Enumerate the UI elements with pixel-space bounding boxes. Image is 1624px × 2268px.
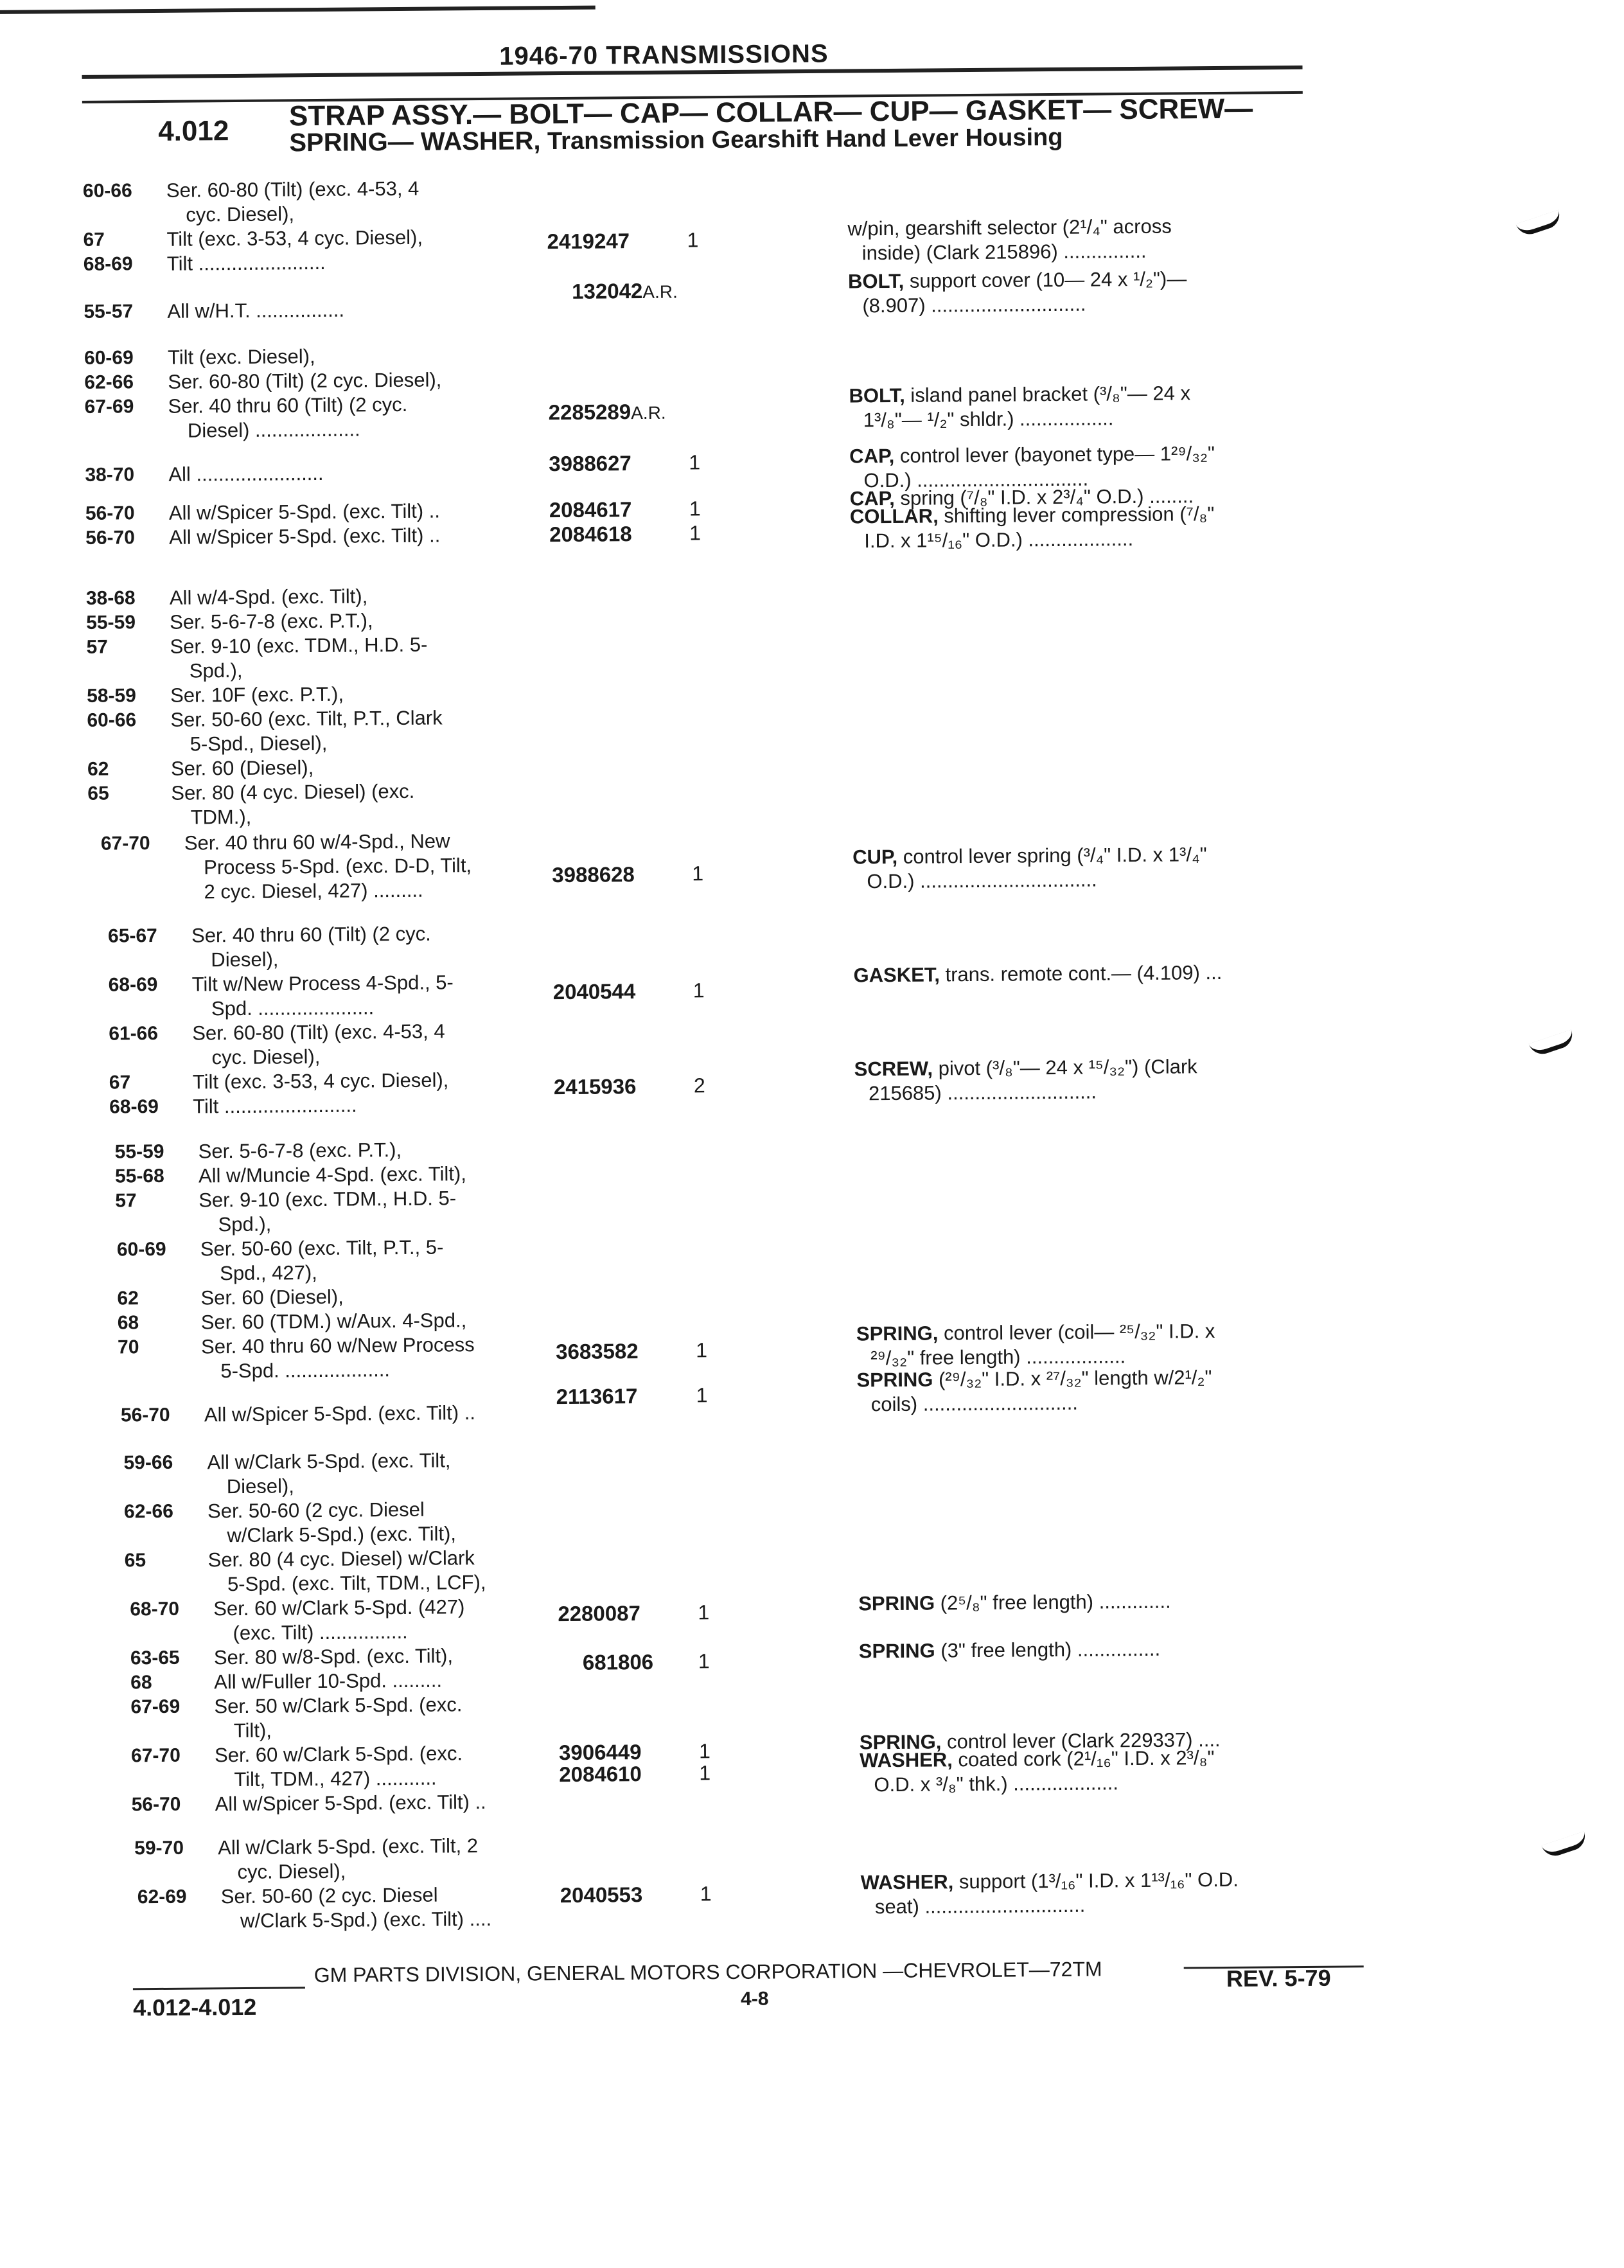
application-text: Diesel), <box>211 948 279 971</box>
application-text: Tilt), <box>233 1719 272 1742</box>
part-number: 2084617 <box>549 497 632 522</box>
model-years: 67-70 <box>130 1744 181 1767</box>
model-years: 38-68 <box>85 587 136 609</box>
application-text: TDM.), <box>190 805 252 829</box>
model-years: 38-70 <box>85 464 135 486</box>
model-years: 56-70 <box>131 1793 181 1816</box>
model-years: 55-59 <box>86 612 136 633</box>
application-text: Tilt ....................... <box>166 251 326 275</box>
part-name: BOLT, <box>847 269 905 293</box>
page-range: 4.012-4.012 <box>132 1993 257 2021</box>
model-years: 63-65 <box>130 1647 180 1669</box>
part-name: SPRING, <box>856 1322 939 1345</box>
part-spec: control lever (bayonet type— 1²⁹/₃₂" <box>894 442 1215 467</box>
top-rule <box>0 6 596 14</box>
quantity: 1 <box>693 979 705 1002</box>
part-number: 3906449 <box>558 1740 642 1765</box>
quantity: 1 <box>692 862 704 885</box>
part-number: 2419247 <box>547 229 630 254</box>
as-required-suffix: A.R. <box>642 281 678 303</box>
part-spec-continued: O.D. x ³/₈" thk.) ................... <box>874 1771 1118 1796</box>
part-number: 3683582 <box>556 1339 639 1364</box>
model-years: 60-69 <box>116 1238 166 1261</box>
application-text: All w/Spicer 5-Spd. (exc. Tilt) .. <box>204 1401 476 1426</box>
revision: REV. 5-79 <box>1226 1964 1331 1992</box>
model-years: 55-57 <box>84 301 134 323</box>
part-spec: shifting lever compression (⁷/₈" <box>938 502 1215 527</box>
application-text: Ser. 60 w/Clark 5-Spd. (exc. <box>214 1742 463 1767</box>
application-text: Tilt w/New Process 4-Spd., 5- <box>191 971 454 996</box>
application-text: All w/4-Spd. (exc. Tilt), <box>169 585 368 609</box>
application-text: Ser. 50 w/Clark 5-Spd. (exc. <box>214 1693 463 1718</box>
model-years: 58-59 <box>86 685 136 707</box>
application-text: Ser. 40 thru 60 w/4-Spd., New <box>184 829 450 855</box>
application-text: Process 5-Spd. (exc. D-D, Tilt, <box>204 854 472 879</box>
application-text: Ser. 60 (Diesel), <box>200 1285 344 1309</box>
model-years: 60-69 <box>84 347 134 369</box>
application-text: cyc. Diesel), <box>186 202 295 226</box>
application-text: (exc. Tilt) ................ <box>233 1620 408 1645</box>
application-text: cyc. Diesel), <box>211 1045 321 1069</box>
quantity: 1 <box>696 1338 708 1362</box>
footer-rule-left <box>133 1987 305 1990</box>
application-text: Diesel), <box>226 1475 295 1498</box>
application-text: Tilt (exc. Diesel), <box>167 345 315 369</box>
application-text: Ser. 60 w/Clark 5-Spd. (427) <box>213 1595 465 1620</box>
application-text: Ser. 40 thru 60 w/New Process <box>200 1333 475 1358</box>
part-spec: (²⁹/₃₂" I.D. x ²⁷/₃₂" length w/2¹/₂" <box>933 1366 1212 1391</box>
part-number: 2415936 <box>553 1074 637 1099</box>
part-spec-continued: ²⁹/₃₂" free length) .................. <box>870 1345 1126 1370</box>
application-text: Ser. 60 (TDM.) w/Aux. 4-Spd., <box>200 1309 467 1334</box>
quantity: 1 <box>687 228 699 252</box>
group-title-line2 <box>289 123 1063 157</box>
part-spec: island panel bracket (³/₈"— 24 x <box>905 382 1191 407</box>
application-text: Diesel) ................... <box>187 418 360 442</box>
part-number: 3988627 <box>549 451 631 476</box>
part-number: 681806 <box>582 1649 654 1674</box>
part-spec-continued: coils) ............................ <box>870 1391 1079 1416</box>
part-name: SCREW, <box>854 1057 933 1081</box>
part-number: 3988628 <box>552 862 635 887</box>
group-title-line1: STRAP ASSY.— BOLT— CAP— COLLAR— CUP— GASKET— SCREW— <box>288 93 1253 132</box>
model-years: 62-66 <box>84 371 134 393</box>
model-years: 57 <box>115 1190 137 1212</box>
model-years: 62 <box>87 758 109 780</box>
part-description <box>858 1590 1171 1617</box>
application-text: All w/Clark 5-Spd. (exc. Tilt, <box>207 1449 451 1474</box>
part-name: SPRING <box>856 1368 933 1392</box>
model-years: 59-70 <box>134 1837 184 1859</box>
model-years: 65-67 <box>107 925 157 947</box>
application-text: All w/Spicer 5-Spd. (exc. Tilt) .. <box>215 1790 486 1816</box>
part-name: CAP, <box>849 486 895 510</box>
model-years: 67-69 <box>130 1696 181 1718</box>
application-text: Ser. 40 thru 60 (Tilt) (2 cyc. <box>191 922 431 947</box>
model-years: 62 <box>117 1288 139 1309</box>
model-years: 56-70 <box>120 1404 170 1426</box>
part-name: SPRING <box>858 1591 935 1615</box>
part-description <box>850 502 1215 553</box>
application-text: w/Clark 5-Spd.) (exc. Tilt), <box>227 1522 457 1547</box>
application-text: All w/Muncie 4-Spd. (exc. Tilt), <box>198 1162 467 1187</box>
part-description <box>856 1319 1215 1370</box>
part-name: CUP, <box>852 845 898 869</box>
part-spec: control lever spring (³/₄" I.D. x 1³/₄" <box>897 843 1207 868</box>
part-spec: spring (⁷/₈" I.D. x 2³/₄" O.D.) ........ <box>894 484 1194 509</box>
application-text: Tilt, TDM., 427) ........... <box>234 1766 437 1791</box>
part-number: 2113617 <box>556 1384 638 1409</box>
model-years: 62-66 <box>123 1500 173 1523</box>
application-text: All w/Spicer 5-Spd. (exc. Tilt) .. <box>169 524 441 549</box>
application-text: Spd.), <box>189 659 243 682</box>
application-text: All w/Clark 5-Spd. (exc. Tilt, 2 <box>218 1834 479 1859</box>
application-text: Ser. 9-10 (exc. TDM., H.D. 5- <box>199 1187 457 1212</box>
application-text: Ser. 50-60 (2 cyc. Diesel <box>207 1498 425 1523</box>
application-text: Ser. 60-80 (Tilt) (exc. 4-53, 4 <box>166 177 419 202</box>
quantity: 1 <box>696 1383 708 1407</box>
application-text: Ser. 50-60 (2 cyc. Diesel <box>220 1883 438 1908</box>
part-spec-continued: O.D.) ............................... <box>863 467 1089 492</box>
application-text: Ser. 5-6-7-8 (exc. P.T.), <box>198 1138 402 1163</box>
application-text: Tilt ........................ <box>193 1094 357 1118</box>
part-number: 2285289A.R. <box>548 400 666 425</box>
part-description <box>860 1746 1215 1797</box>
application-text: Ser. 80 w/8-Spd. (exc. Tilt), <box>213 1644 454 1669</box>
part-spec: support cover (10— 24 x ¹/₂")— <box>904 267 1187 292</box>
application-text: All w/Spicer 5-Spd. (exc. Tilt) .. <box>168 499 441 524</box>
part-spec: pivot (³/₈"— 24 x ¹⁵/₃₂") (Clark <box>932 1055 1197 1080</box>
part-name: CAP, <box>849 444 895 468</box>
part-number: 2040553 <box>560 1883 643 1908</box>
application-text: Ser. 50-60 (exc. Tilt, P.T., Clark <box>170 706 443 731</box>
part-name: WASHER, <box>860 1870 954 1894</box>
part-name: GASKET, <box>853 963 940 987</box>
part-name: WASHER, <box>860 1748 953 1772</box>
group-title-line2-bold: SPRING— WASHER, <box>289 127 541 157</box>
as-required-suffix: A.R. <box>631 402 666 423</box>
application-text: All w/H.T. ................ <box>167 298 345 323</box>
application-text: All ....................... <box>168 461 324 486</box>
model-years: 70 <box>117 1336 139 1358</box>
quantity: 1 <box>689 497 701 520</box>
quantity: 1 <box>698 1600 710 1624</box>
model-years: 68-69 <box>108 973 158 996</box>
application-text: Tilt (exc. 3-53, 4 cyc. Diesel), <box>166 226 423 251</box>
part-description <box>849 381 1190 432</box>
quantity: 1 <box>698 1739 710 1763</box>
part-spec-continued: (8.907) ............................ <box>862 292 1086 317</box>
part-spec: control lever (coil— ²⁵/₃₂" I.D. x <box>938 1320 1215 1345</box>
application-text: Ser. 50-60 (exc. Tilt, P.T., 5- <box>200 1236 444 1261</box>
part-spec-continued: I.D. x 1¹⁵/₁₆" O.D.) ................... <box>864 527 1134 553</box>
application-text: w/Clark 5-Spd.) (exc. Tilt) .... <box>240 1907 492 1932</box>
model-years: 65 <box>124 1550 146 1572</box>
application-text: cyc. Diesel), <box>237 1859 346 1884</box>
application-text: Ser. 60 (Diesel), <box>170 756 314 780</box>
quantity: 1 <box>689 521 702 545</box>
group-number: 4.012 <box>158 115 229 147</box>
model-years: 68-69 <box>109 1095 159 1118</box>
model-years: 68-69 <box>83 253 133 275</box>
part-description <box>861 1868 1239 1920</box>
part-spec: control lever (Clark 229337) .... <box>941 1728 1221 1753</box>
application-text: Ser. 40 thru 60 (Tilt) (2 cyc. <box>168 393 408 418</box>
application-text: Ser. 80 (4 cyc. Diesel) (exc. <box>171 779 415 804</box>
application-text: Spd. ..................... <box>211 996 375 1020</box>
model-years: 59-66 <box>123 1451 173 1474</box>
part-number: 2040544 <box>552 979 636 1004</box>
part-spec-continued: 215685) ........................... <box>868 1080 1097 1105</box>
application-text: Ser. 60-80 (Tilt) (exc. 4-53, 4 <box>192 1020 445 1045</box>
page-title: 1946-70 TRANSMISSIONS <box>499 39 829 71</box>
binder-mark <box>1529 1029 1576 1058</box>
model-years: 61-66 <box>109 1022 159 1045</box>
model-years: 68 <box>117 1312 139 1334</box>
part-description <box>853 961 1222 988</box>
part-description <box>848 267 1187 318</box>
application-text: Spd.), <box>218 1212 272 1236</box>
application-text: Ser. 5-6-7-8 (exc. P.T.), <box>170 609 373 633</box>
model-years: 60-66 <box>82 180 132 202</box>
model-years: 56-70 <box>85 527 136 549</box>
binder-mark <box>1516 210 1564 238</box>
part-name: SPRING, <box>859 1730 942 1754</box>
part-spec-continued: seat) ............................. <box>874 1893 1086 1918</box>
model-years: 55-59 <box>114 1140 164 1163</box>
model-years: 67 <box>109 1072 131 1094</box>
part-number: 2280087 <box>558 1601 640 1626</box>
part-description <box>854 1054 1198 1106</box>
model-years: 62-69 <box>137 1886 187 1908</box>
footer-publisher: GM PARTS DIVISION, GENERAL MOTORS CORPORATION —CHEVROLET—72TM <box>313 1957 1102 1987</box>
part-spec-continued: inside) (Clark 215896) ............... <box>861 239 1147 265</box>
application-text: 5-Spd. (exc. Tilt, TDM., LCF), <box>227 1570 486 1596</box>
quantity: 2 <box>693 1074 705 1097</box>
application-text: Ser. 80 (4 cyc. Diesel) w/Clark <box>207 1546 475 1572</box>
part-spec-continued: 1³/₈"— ¹/₂" shldr.) ................. <box>863 407 1114 432</box>
part-spec: (2⁵/₈" free length) ............. <box>934 1590 1171 1615</box>
model-years: 60-66 <box>87 709 137 731</box>
part-number: 2084610 <box>559 1762 642 1787</box>
model-years: 67 <box>83 229 105 251</box>
group-title-line2-rest: Transmission Gearshift Hand Lever Housing <box>540 123 1063 155</box>
model-years: 55-68 <box>114 1165 164 1187</box>
part-description <box>856 1365 1212 1417</box>
application-text: Ser. 9-10 (exc. TDM., H.D. 5- <box>170 633 428 658</box>
quantity: 1 <box>698 1649 710 1673</box>
part-description <box>852 842 1207 894</box>
application-text: Tilt (exc. 3-53, 4 cyc. Diesel), <box>192 1068 449 1094</box>
model-years: 56-70 <box>85 502 135 524</box>
application-text: All w/Fuller 10-Spd. ......... <box>214 1669 443 1694</box>
quantity: 1 <box>689 450 701 474</box>
part-name: COLLAR, <box>849 504 939 528</box>
quantity: 1 <box>700 1882 712 1906</box>
model-years: 68-70 <box>130 1598 180 1620</box>
model-years: 67-70 <box>100 833 150 855</box>
page-number: 4-8 <box>740 1988 769 2010</box>
part-name: BOLT, <box>849 384 905 407</box>
application-text: 2 cyc. Diesel, 427) ......... <box>204 878 423 903</box>
part-spec: trans. remote cont.— (4.109) ... <box>939 961 1222 986</box>
part-spec: (3" free length) ............... <box>935 1637 1161 1662</box>
part-description <box>847 215 1172 266</box>
part-name: SPRING <box>858 1639 935 1663</box>
application-text: Ser. 10F (exc. P.T.), <box>170 682 344 707</box>
quantity: 1 <box>699 1761 711 1785</box>
model-years: 65 <box>87 783 109 804</box>
application-text: Spd., 427), <box>220 1261 317 1285</box>
part-spec: support (1³/₁₆" I.D. x 1¹³/₁₆" O.D. <box>953 1868 1239 1893</box>
model-years: 68 <box>130 1672 152 1694</box>
model-years: 67-69 <box>84 396 134 418</box>
model-years: 57 <box>86 636 109 658</box>
application-text: Ser. 60-80 (Tilt) (2 cyc. Diesel), <box>168 368 442 393</box>
application-text: 5-Spd. ................... <box>220 1358 391 1383</box>
binder-mark <box>1541 1831 1589 1859</box>
part-description <box>859 1637 1161 1664</box>
part-spec: w/pin, gearshift selector (2¹/₄" across <box>847 215 1172 240</box>
part-number: 132042A.R. <box>572 279 678 303</box>
part-spec-continued: O.D.) ................................ <box>867 868 1097 893</box>
part-spec: coated cork (2¹/₁₆" I.D. x 2³/₈" <box>952 1746 1215 1771</box>
part-number: 2084618 <box>549 522 632 547</box>
application-text: 5-Spd., Diesel), <box>190 731 328 756</box>
